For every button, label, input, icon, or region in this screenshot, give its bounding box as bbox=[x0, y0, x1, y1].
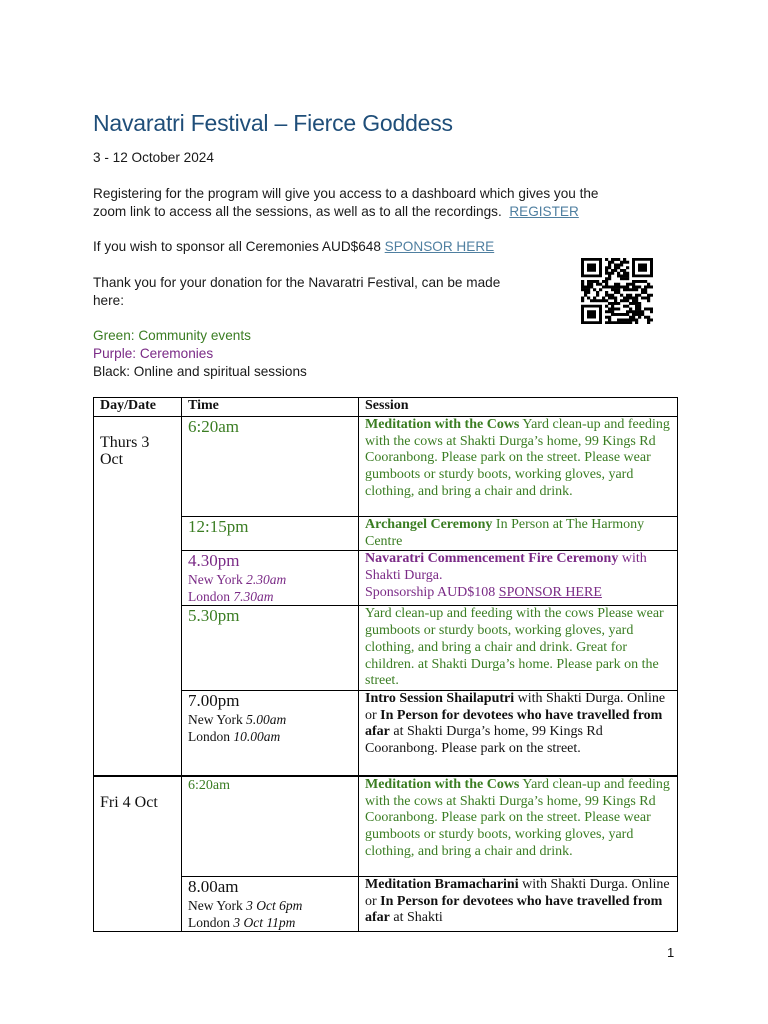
ny-time: 5.00am bbox=[246, 711, 287, 727]
qr-code-icon[interactable] bbox=[581, 258, 653, 324]
session-cell bbox=[359, 776, 678, 877]
session-cell bbox=[359, 876, 678, 931]
time-main: 12:15pm bbox=[188, 517, 249, 536]
header-day: Day/Date bbox=[94, 398, 182, 417]
session-desc: Yard clean-up and feeding with the cows Please wear gumboots or sturdy boots, working gloves, yard clothing, and bring a chair and drink. Great for children. at Shakti Durga’s home. Please park on the street. bbox=[365, 606, 664, 689]
ny-label: New York bbox=[188, 897, 247, 913]
register-text-line1: Registering for the program will give you access to a dashboard which gives you the bbox=[93, 186, 599, 201]
session-desc-end: at Shakti Durga’s home, 99 Kings Rd Cooranbong. Please park on the street. bbox=[365, 724, 603, 757]
time-main: 7.00pm bbox=[188, 690, 240, 710]
session-title: Meditation Bramacharini bbox=[365, 876, 519, 892]
ny-label: New York bbox=[188, 711, 247, 727]
legend-black: Black: Online and spiritual sessions bbox=[93, 364, 307, 379]
header-time: Time bbox=[182, 398, 359, 417]
session-title: Meditation with the Cows bbox=[365, 417, 520, 432]
session-sponsorship: Sponsorship AUD$108 bbox=[365, 584, 499, 600]
register-text-line2: zoom link to access all the sessions, as well as to all the recordings. bbox=[93, 204, 502, 219]
table-row bbox=[94, 606, 678, 691]
session-title: Archangel Ceremony bbox=[365, 517, 493, 532]
session-desc: Yard clean-up and feeding with the cows at Shakti Durga’s home, 99 Kings Rd Cooranbong. Please park on the street. Please wear gumboots or sturdy boots, working gloves, yard clothing, and bring a chair and drink. bbox=[365, 417, 670, 499]
time-main: 8.00am bbox=[188, 876, 239, 896]
london-time: 3 Oct 11pm bbox=[233, 914, 296, 930]
london-time: 10.00am bbox=[233, 728, 281, 744]
time-cell bbox=[182, 876, 359, 931]
register-link[interactable]: REGISTER bbox=[509, 204, 579, 219]
legend-purple: Purple: Ceremonies bbox=[93, 346, 214, 361]
time-main: 4.30pm bbox=[188, 551, 240, 571]
time-main: 6:20am bbox=[188, 417, 239, 436]
session-desc-end: at Shakti bbox=[389, 910, 443, 926]
london-time: 7.30am bbox=[233, 589, 274, 605]
time-cell bbox=[182, 551, 359, 606]
sponsor-text: If you wish to sponsor all Ceremonies AUD$648 bbox=[93, 239, 381, 254]
day-cell bbox=[94, 776, 182, 932]
day-label: Fri 4 Oct bbox=[100, 793, 158, 811]
session-cell bbox=[359, 690, 678, 776]
legend-green: Green: Community events bbox=[93, 328, 251, 343]
time-cell bbox=[182, 606, 359, 691]
table-row bbox=[94, 417, 678, 517]
donation-line1: Thank you for your donation for the Navaratri Festival, can be made bbox=[93, 275, 501, 290]
donation-paragraph bbox=[93, 274, 500, 310]
ceremony-sponsor-link[interactable]: SPONSOR HERE bbox=[498, 584, 602, 600]
time-cell bbox=[182, 690, 359, 776]
time-main: 5.30pm bbox=[188, 606, 240, 626]
register-paragraph bbox=[93, 185, 599, 221]
session-title: Navaratri Commencement Fire Ceremony bbox=[365, 551, 619, 567]
london-label: London bbox=[188, 914, 234, 930]
session-desc: with Shakti Durga. Online or bbox=[365, 690, 666, 723]
time-main: 6:20am bbox=[188, 777, 230, 793]
header-session: Session bbox=[359, 398, 678, 417]
ny-time: 2.30am bbox=[246, 572, 287, 588]
london-label: London bbox=[188, 728, 234, 744]
session-title: Intro Session Shailaputri bbox=[365, 690, 515, 706]
time-cell bbox=[182, 417, 359, 517]
table-row bbox=[94, 551, 678, 606]
ny-time: 3 Oct 6pm bbox=[246, 897, 303, 913]
session-desc: with Shakti Durga. bbox=[365, 551, 647, 584]
session-cell bbox=[359, 551, 678, 606]
table-row bbox=[94, 517, 678, 551]
session-highlight: In Person for devotees who have travelled from afar bbox=[365, 893, 663, 926]
session-cell bbox=[359, 606, 678, 691]
day-cell bbox=[94, 417, 182, 776]
page-title: Navaratri Festival – Fierce Goddess bbox=[93, 110, 453, 136]
day-label: Thurs 3 Oct bbox=[100, 434, 150, 468]
table-header-row bbox=[94, 398, 678, 417]
session-desc: Yard clean-up and feeding with the cows at Shakti Durga’s home, 99 Kings Rd Cooranbong. Please park on the street. Please wear gumboots or sturdy boots, working gloves, yard clothing, and bring a chair and drink. bbox=[365, 776, 670, 859]
sponsor-all-link[interactable]: SPONSOR HERE bbox=[384, 239, 495, 254]
session-title: Meditation with the Cows bbox=[365, 776, 520, 792]
london-label: London bbox=[188, 589, 234, 605]
page-number: 1 bbox=[667, 945, 675, 960]
donation-line2: here: bbox=[93, 293, 124, 308]
session-desc: In Person at The Harmony Centre bbox=[365, 517, 645, 549]
sponsor-paragraph bbox=[93, 238, 494, 256]
time-cell bbox=[182, 776, 359, 877]
session-cell bbox=[359, 517, 678, 551]
table-row bbox=[94, 876, 678, 931]
color-legend bbox=[93, 327, 307, 381]
session-highlight: In Person for devotees who have travelled from afar bbox=[365, 707, 663, 740]
schedule-table bbox=[93, 397, 678, 932]
ny-label: New York bbox=[188, 572, 247, 588]
table-row bbox=[94, 690, 678, 776]
session-desc: with Shakti Durga. Online or bbox=[365, 876, 670, 909]
session-cell bbox=[359, 417, 678, 517]
time-cell bbox=[182, 517, 359, 551]
table-row bbox=[94, 776, 678, 877]
festival-dates: 3 - 12 October 2024 bbox=[93, 150, 214, 165]
